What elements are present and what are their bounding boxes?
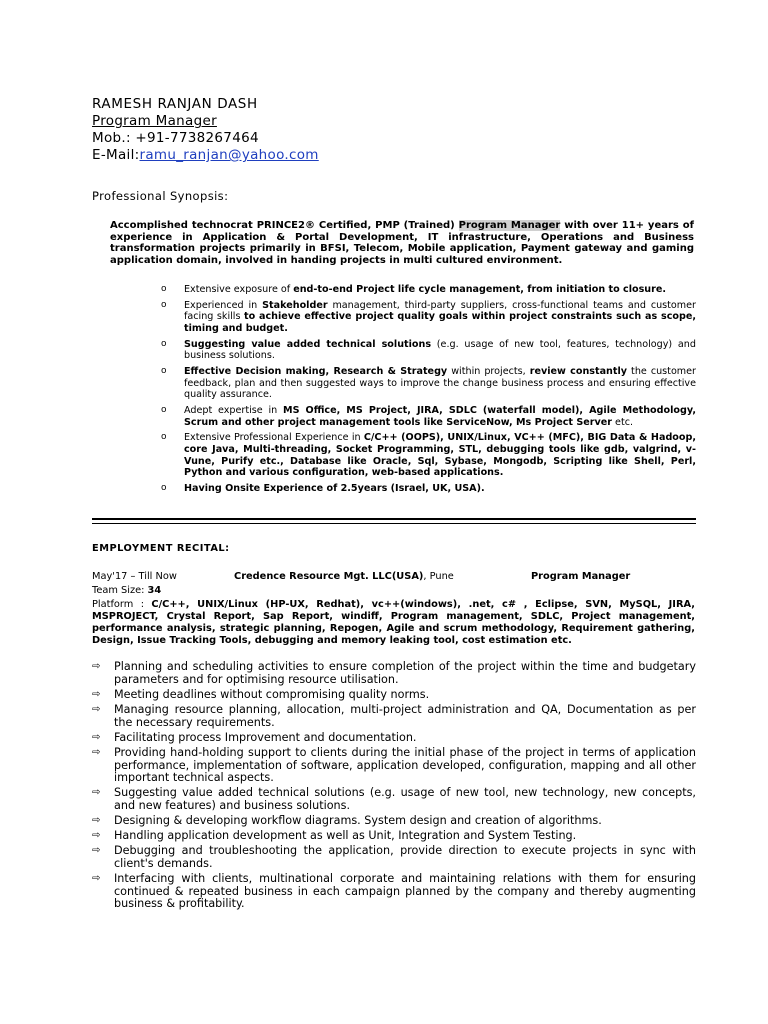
list-item: ⇨ Suggesting value added technical solutions (e.g. usage of new tool, new technology, new concepts, and new features) and business solutions. xyxy=(92,786,696,812)
list-item: ⇨ Facilitating process Improvement and documentation. xyxy=(92,730,417,744)
bullet-icon: o xyxy=(161,338,167,349)
section-divider-thin xyxy=(92,523,696,524)
list-item: o Suggesting value added technical solutions (e.g. usage of new tool, features, technology) and business solutions. xyxy=(161,338,696,362)
email-link[interactable]: ramu_ranjan@yahoo.com xyxy=(139,147,319,163)
team-size-label: Team Size: xyxy=(92,585,148,596)
job-company xyxy=(234,571,454,582)
bullet-icon: o xyxy=(161,366,167,377)
arrow-right-icon: ⇨ xyxy=(92,787,101,799)
bullet-icon: o xyxy=(161,483,167,494)
email-label: E-Mail: xyxy=(92,147,140,163)
synopsis-summary xyxy=(110,220,694,267)
mobile-number: Mob.: +91-7738267464 xyxy=(92,130,259,146)
list-item: o Extensive Professional Experience in C/C++ (OOPS), UNIX/Linux, VC++ (MFC), BIG Data & Hadoop, core Java, Multi-threading, Socket Programming, STL, debugging tools like gdb, valgrind, v-Vune, Purify etc., Database like Oracle, Sql, Sybase, Mongodb, Scripting like Shell, Perl, Python and various configuration, web-based applications. xyxy=(161,432,696,479)
list-item: ⇨ Interfacing with clients, multinational corporate and maintaining relations with them for ensuring continued & repeated business in each campaign planned by the company and thereby augmenting business & profitability. xyxy=(92,872,696,911)
platform-value: C/C++, UNIX/Linux (HP-UX, Redhat), vc++(windows), .net, c# , Eclipse, SVN, MySQL, JIRA, MSPROJECT, Crystal Report, Sap Report, windiff, Program management, SDLC, Project management, performance analysis, strategic planning, Repogen, Agile and scrum methodology, Requirement gathering, Design, Issue Tracking Tools, debugging and memory leaking tool, cost estimation etc. xyxy=(92,599,695,646)
company-name: Credence Resource Mgt. LLC(USA) xyxy=(234,571,424,582)
list-item: ⇨ Meeting deadlines without compromising quality norms. xyxy=(92,687,430,701)
arrow-right-icon: ⇨ xyxy=(92,746,101,758)
list-item: o Extensive exposure of end-to-end Project life cycle management, from initiation to closure. xyxy=(161,284,667,295)
section-divider-thick xyxy=(92,518,696,520)
job-dates: May'17 – Till Now xyxy=(92,571,177,582)
duty-list xyxy=(92,661,696,914)
arrow-right-icon: ⇨ xyxy=(92,845,101,857)
list-item: ⇨ Designing & developing workflow diagrams. System design and creation of algorithms. xyxy=(92,814,602,828)
arrow-right-icon: ⇨ xyxy=(92,661,101,672)
bullet-icon: o xyxy=(161,284,167,294)
job-role: Program Manager xyxy=(531,571,631,582)
team-size-value: 34 xyxy=(147,585,162,596)
list-item: o Adept expertise in MS Office, MS Project, JIRA, SDLC (waterfall model), Agile Methodology, Scrum and other project management tools like ServiceNow, Ms Project Server etc. xyxy=(161,405,696,428)
bullet-icon: o xyxy=(161,299,167,310)
synopsis-list xyxy=(156,284,696,499)
company-location: , Pune xyxy=(423,571,454,582)
email-line xyxy=(92,147,319,163)
list-item: ⇨ Planning and scheduling activities to ensure completion of the project within the time and budgetary parameters and for optimising resource utilisation. xyxy=(92,660,696,686)
bullet-icon: o xyxy=(161,405,167,416)
synopsis-heading: Professional Synopsis: xyxy=(92,189,229,203)
employment-heading: EMPLOYMENT RECITAL: xyxy=(92,543,230,554)
arrow-right-icon: ⇨ xyxy=(92,815,101,827)
arrow-right-icon: ⇨ xyxy=(92,688,101,700)
summary-highlight: Program Manager xyxy=(458,220,561,231)
list-item: o Having Onsite Experience of 2.5years (Israel, UK, USA). xyxy=(161,483,485,495)
bullet-icon: o xyxy=(161,432,167,443)
list-item: ⇨ Debugging and troubleshooting the application, provide direction to execute projects in sync with client's demands. xyxy=(92,844,696,871)
platform-line xyxy=(92,599,695,647)
summary-text-end: with over 11+ years of experience in Application & Portal Development, IT infrastructure, Operations and Business transformation projects primarily in BFSI, Telecom, Mobile application, Payment gateway and gaming application domain, involved in handing projects in multi cultured environment. xyxy=(110,220,694,267)
arrow-right-icon: ⇨ xyxy=(92,830,101,842)
summary-text-start: Accomplished technocrat PRINCE2® Certified, PMP (Trained) xyxy=(110,220,459,231)
platform-label: Platform : xyxy=(92,599,152,610)
list-item: o Experienced in Stakeholder management, third-party suppliers, cross-functional teams and customer facing skills to achieve effective project quality goals within project constraints such as scope, timing and budget. xyxy=(161,299,697,334)
list-item: ⇨ Handling application development as well as Unit, Integration and System Testing. xyxy=(92,829,577,843)
list-item: ⇨ Managing resource planning, allocation, multi-project administration and QA, Documentation as per the necessary requirements. xyxy=(92,702,696,729)
arrow-right-icon: ⇨ xyxy=(92,873,101,885)
arrow-right-icon: ⇨ xyxy=(92,703,101,715)
arrow-right-icon: ⇨ xyxy=(92,731,101,743)
job-title: Program Manager xyxy=(92,113,217,129)
list-item: o Effective Decision making, Research & Strategy within projects, review constantly the customer feedback, plan and then suggested ways to improve the change business process and ensuring effective quality assurance. xyxy=(161,366,697,401)
candidate-name: RAMESH RANJAN DASH xyxy=(92,96,258,112)
team-size xyxy=(92,585,161,596)
list-item: ⇨ Providing hand-holding support to clients during the initial phase of the project in terms of application performance, implementation of software, application developed, configuration, mapping and all other important technical aspects. xyxy=(92,745,696,785)
